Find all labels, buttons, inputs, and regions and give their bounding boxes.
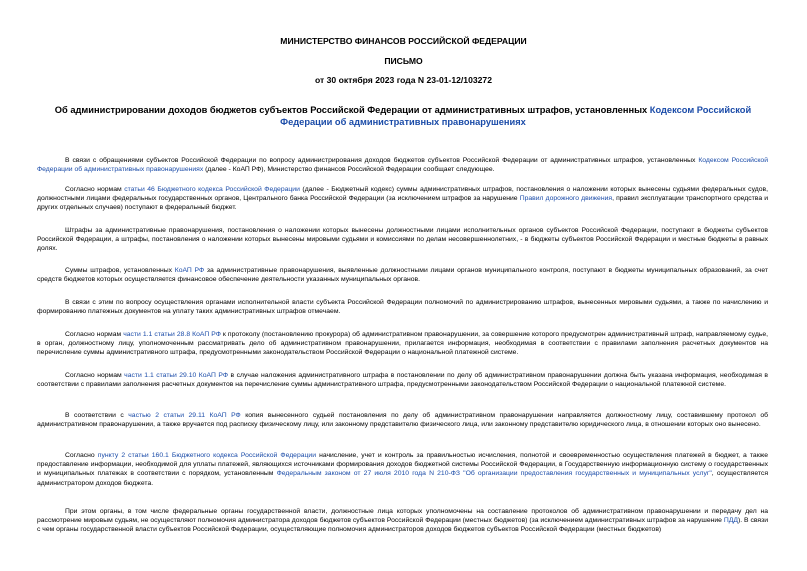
paragraph bbox=[37, 451, 768, 488]
paragraph-text: В связи с обращениями субъектов Российской Федерации по вопросу администрирования доходов бюджетов субъектов Российской Федерации от административных штрафов, установленных bbox=[65, 157, 699, 164]
paragraph-text: к протоколу (постановлению прокурора) об административном правонарушении, за совершение которого предусмотрен административный штраф, направляемому судье, в орган, должностному лицу, уполномоченным рассматривать дело об административном правонарушении, прилагается информация, необходимая в соответствии с правилами заполнения расчетных документов на перечисление суммы административного штрафа, предусмотренными законодательством Российской Федерации о национальной платежной системе. bbox=[37, 331, 768, 357]
document-link[interactable]: Федеральным законом от 27 июля 2010 года N 210-ФЗ "Об организации предоставления государственных и муниципальных услуг" bbox=[276, 470, 712, 478]
document-link[interactable]: части 1.1 статьи 28.8 КоАП РФ bbox=[123, 331, 221, 338]
title-text: Об администрировании доходов бюджетов субъектов Российской Федерации от административных штрафов, установленных bbox=[54, 105, 650, 115]
ministry-heading: МИНИСТЕРСТВО ФИНАНСОВ РОССИЙСКОЙ ФЕДЕРАЦИИ bbox=[280, 36, 527, 46]
paragraph-text: При этом органы, в том числе федеральные органы государственной власти, должностные лица которых уполномочены на составление протоколов об административном правонарушении и передачу дел на рассмотрение мировым судьям, не осуществляют полномочия администратора доходов бюджетов субъектов Российской Федерации (местных бюджетов) (за исключением административных штрафов за нарушение bbox=[37, 508, 768, 525]
paragraph-text: Согласно нормам bbox=[65, 186, 125, 193]
document-link[interactable]: частью 2 статьи 29.11 КоАП РФ bbox=[128, 412, 241, 419]
document-link[interactable]: ПДД bbox=[723, 517, 738, 525]
paragraph bbox=[37, 298, 768, 316]
paragraph-text: начисление, учет и контроль за правильностью исчисления, полнотой и своевременностью осуществления платежей в бюджет, а также предоставление информации, необходимой для уплаты платежей, являющихся источниками формирования доходов бюджетной системы Российской Федерации, в Государственную информационную систему о государственных и муниципальных платежах в соответствии с порядком, установленным bbox=[37, 452, 769, 478]
document-title bbox=[34, 104, 772, 128]
paragraph bbox=[37, 226, 768, 254]
paragraph bbox=[37, 330, 768, 358]
paragraph-text: (далее - Бюджетный кодекс) суммы административных штрафов, постановления о наложении которых вынесены судьями федеральных судов, должностными лицами федеральных государственных органов, Центрального банка Российской Федерации (за исключением штрафов за нарушение bbox=[37, 186, 768, 203]
paragraph bbox=[37, 507, 768, 535]
paragraph-text: , осуществляется администратором доходов бюджета. bbox=[37, 470, 768, 487]
paragraph bbox=[37, 411, 768, 429]
document-date-number: от 30 октября 2023 года N 23-01-12/103272 bbox=[315, 75, 492, 85]
paragraph-text: (далее - КоАП РФ), Министерство финансов Российской Федерации сообщает следующее. bbox=[203, 166, 495, 174]
paragraph-text: ). В связи с чем органы государственной власти субъектов Российской Федерации, осуществляющие полномочия администраторов доходов бюджетов субъектов Российской Федерации (местных бюджетов) bbox=[37, 517, 768, 534]
document-link[interactable]: Кодексом Российской Федерации об административных правонарушениях bbox=[37, 157, 769, 174]
document-link[interactable]: статьи 46 Бюджетного кодекса Российской Федерации bbox=[124, 186, 300, 193]
document-link[interactable]: части 1.1 статьи 29.10 КоАП РФ bbox=[124, 372, 229, 379]
paragraph bbox=[37, 156, 768, 174]
paragraph-text: Согласно нормам bbox=[65, 372, 125, 379]
document-link[interactable]: Правил дорожного движения bbox=[519, 195, 613, 203]
paragraph-text: в случае наложения административного штрафа в постановлении по делу об административном правонарушении должна быть указана информация, необходимая в соответствии с правилами заполнения расчетных документов на перечисление суммы административного штрафа, предусмотренными законодательством Российской Федерации о национальной платежной системе. bbox=[37, 372, 768, 389]
paragraph-text: , правил эксплуатации транспортного средства и других отдельных случаев) поступают в федеральный бюджет. bbox=[37, 195, 768, 212]
paragraph-text: Согласно bbox=[65, 452, 98, 459]
document-link[interactable]: КоАП РФ bbox=[174, 267, 205, 274]
paragraph-text: Штрафы за административные правонарушения, постановления о наложении которых вынесены должностными лицами исполнительных органов субъектов Российской Федерации, поступают в бюджеты субъектов Российской Федерации, а штрафы, постановления о наложении которых вынесены мировыми судьями и комиссиями по делам несовершеннолетних, - в бюджеты субъектов Российской Федерации и местные бюджеты в равных долях. bbox=[37, 227, 768, 253]
paragraph bbox=[37, 266, 768, 284]
paragraph-text: копия вынесенного судьей постановления по делу об административном правонарушении направляется должностному лицу, составившему протокол об административном правонарушении, а также вручается под расписку физическому лицу, или законному представителю физического лица, или законному представителю юридического лица, в отношении которых оно вынесено. bbox=[37, 412, 769, 429]
document-type: ПИСЬМО bbox=[384, 56, 423, 66]
paragraph bbox=[37, 185, 768, 213]
document-link[interactable]: пункту 2 статьи 160.1 Бюджетного кодекса Российской Федерации bbox=[97, 452, 316, 459]
paragraph-text: за административные правонарушения, выявленные должностными лицами органов муниципального контроля, поступают в бюджеты муниципальных образований, за счет средств бюджетов которых осуществляется финансовое обеспечение деятельности указанных муниципальных органов. bbox=[37, 267, 769, 284]
title-codex-link[interactable]: Кодексом Российской Федерации об административных правонарушениях bbox=[280, 105, 752, 127]
paragraph-text: Согласно нормам bbox=[65, 331, 124, 338]
paragraph-text: Суммы штрафов, установленных bbox=[65, 267, 175, 274]
paragraph-text: В связи с этим по вопросу осуществления органами исполнительной власти субъекта Российской Федерации полномочий по администрированию штрафов, вынесенных мировыми судьями, а также по начислению и формированию платежных документов на уплату таких административных штрафов отмечаем. bbox=[37, 299, 768, 316]
paragraph bbox=[37, 371, 768, 389]
paragraph-text: В соответствии с bbox=[65, 412, 129, 419]
